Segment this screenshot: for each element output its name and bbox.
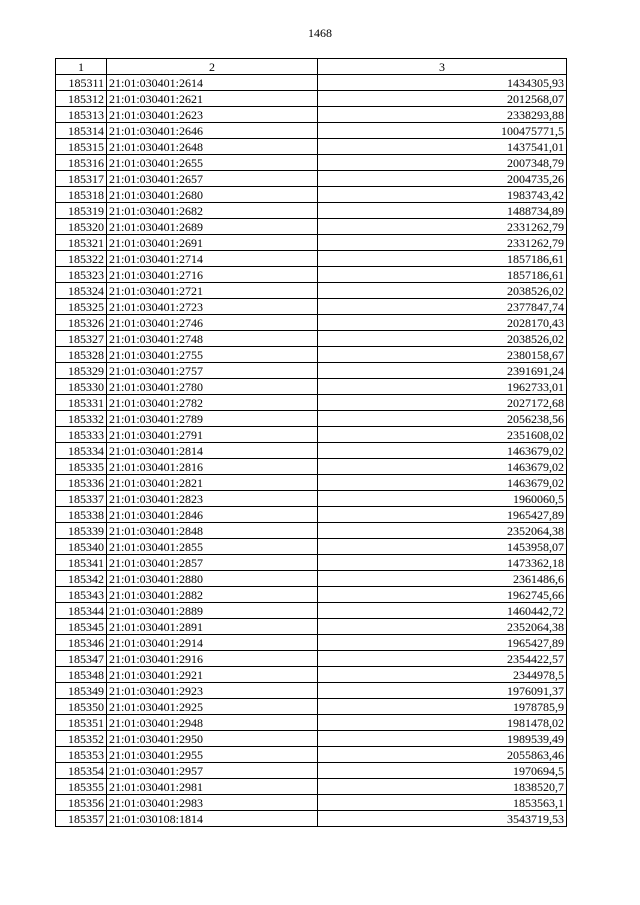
cadastral-value: 2380158,67	[318, 347, 567, 363]
row-number: 185348	[56, 667, 107, 683]
table-row	[56, 427, 567, 443]
cadastral-number: 21:01:030401:2923	[107, 683, 318, 699]
cadastral-number: 21:01:030401:2857	[107, 555, 318, 571]
row-number: 185344	[56, 603, 107, 619]
table-row	[56, 763, 567, 779]
cadastral-value: 1437541,01	[318, 139, 567, 155]
cadastral-number: 21:01:030401:2948	[107, 715, 318, 731]
cadastral-value: 2038526,02	[318, 331, 567, 347]
table-row	[56, 331, 567, 347]
cadastral-value: 1473362,18	[318, 555, 567, 571]
cadastral-value: 3543719,53	[318, 811, 567, 827]
cadastral-value: 1853563,1	[318, 795, 567, 811]
cadastral-number: 21:01:030401:2882	[107, 587, 318, 603]
cadastral-number: 21:01:030401:2655	[107, 155, 318, 171]
row-number: 185327	[56, 331, 107, 347]
row-number: 185346	[56, 635, 107, 651]
cadastral-number: 21:01:030401:2721	[107, 283, 318, 299]
cadastral-value: 2351608,02	[318, 427, 567, 443]
cadastral-number: 21:01:030401:2757	[107, 363, 318, 379]
cadastral-value: 2028170,43	[318, 315, 567, 331]
table-row	[56, 587, 567, 603]
table-body	[56, 75, 567, 827]
row-number: 185328	[56, 347, 107, 363]
column-header-1: 1	[56, 59, 107, 75]
row-number: 185335	[56, 459, 107, 475]
cadastral-value: 2354422,57	[318, 651, 567, 667]
cadastral-value: 2007348,79	[318, 155, 567, 171]
cadastral-value: 2352064,38	[318, 523, 567, 539]
table-row	[56, 699, 567, 715]
cadastral-number: 21:01:030401:2782	[107, 395, 318, 411]
row-number: 185326	[56, 315, 107, 331]
cadastral-number: 21:01:030401:2814	[107, 443, 318, 459]
column-header-3: 3	[318, 59, 567, 75]
table-row	[56, 603, 567, 619]
table-row	[56, 171, 567, 187]
row-number: 185356	[56, 795, 107, 811]
cadastral-number: 21:01:030401:2914	[107, 635, 318, 651]
page-number: 1468	[308, 26, 332, 40]
cadastral-value: 1962745,66	[318, 587, 567, 603]
cadastral-value: 1960060,5	[318, 491, 567, 507]
table-row	[56, 123, 567, 139]
row-number: 185312	[56, 91, 107, 107]
row-number: 185347	[56, 651, 107, 667]
cadastral-number: 21:01:030401:2689	[107, 219, 318, 235]
table-row	[56, 571, 567, 587]
cadastral-value: 2331262,79	[318, 219, 567, 235]
row-number: 185315	[56, 139, 107, 155]
table-row	[56, 283, 567, 299]
table-row	[56, 235, 567, 251]
row-number: 185313	[56, 107, 107, 123]
row-number: 185330	[56, 379, 107, 395]
table-row	[56, 491, 567, 507]
row-number: 185357	[56, 811, 107, 827]
cadastral-number: 21:01:030401:2646	[107, 123, 318, 139]
row-number: 185349	[56, 683, 107, 699]
row-number: 185354	[56, 763, 107, 779]
cadastral-value: 1434305,93	[318, 75, 567, 91]
row-number: 185322	[56, 251, 107, 267]
cadastral-number: 21:01:030401:2791	[107, 427, 318, 443]
cadastral-value: 1983743,42	[318, 187, 567, 203]
table-row	[56, 363, 567, 379]
cadastral-value: 1976091,37	[318, 683, 567, 699]
table-row	[56, 219, 567, 235]
cadastral-value: 1453958,07	[318, 539, 567, 555]
cadastral-number: 21:01:030401:2916	[107, 651, 318, 667]
cadastral-number: 21:01:030401:2680	[107, 187, 318, 203]
row-number: 185353	[56, 747, 107, 763]
row-number: 185334	[56, 443, 107, 459]
row-number: 185355	[56, 779, 107, 795]
table-row	[56, 315, 567, 331]
row-number: 185320	[56, 219, 107, 235]
row-number: 185323	[56, 267, 107, 283]
cadastral-number: 21:01:030401:2657	[107, 171, 318, 187]
cadastral-value: 2012568,07	[318, 91, 567, 107]
table-row	[56, 91, 567, 107]
cadastral-number: 21:01:030401:2691	[107, 235, 318, 251]
table-row	[56, 539, 567, 555]
table-row	[56, 267, 567, 283]
row-number: 185317	[56, 171, 107, 187]
table-row	[56, 443, 567, 459]
cadastral-number: 21:01:030401:2621	[107, 91, 318, 107]
cadastral-value: 1857186,61	[318, 251, 567, 267]
cadastral-number: 21:01:030401:2983	[107, 795, 318, 811]
table-row	[56, 251, 567, 267]
column-header-2: 2	[107, 59, 318, 75]
row-number: 185321	[56, 235, 107, 251]
cadastral-number: 21:01:030401:2880	[107, 571, 318, 587]
table-header	[56, 59, 567, 75]
cadastral-value: 1978785,9	[318, 699, 567, 715]
cadastral-number: 21:01:030401:2780	[107, 379, 318, 395]
cadastral-value: 1989539,49	[318, 731, 567, 747]
cadastral-value: 2331262,79	[318, 235, 567, 251]
cadastral-value-table	[55, 58, 567, 827]
table-row	[56, 459, 567, 475]
cadastral-value: 100475771,5	[318, 123, 567, 139]
cadastral-value: 2027172,68	[318, 395, 567, 411]
cadastral-value: 1962733,01	[318, 379, 567, 395]
row-number: 185314	[56, 123, 107, 139]
cadastral-value: 1965427,89	[318, 507, 567, 523]
row-number: 185351	[56, 715, 107, 731]
row-number: 185324	[56, 283, 107, 299]
table-row	[56, 107, 567, 123]
row-number: 185318	[56, 187, 107, 203]
cadastral-value: 2391691,24	[318, 363, 567, 379]
cadastral-number: 21:01:030401:2855	[107, 539, 318, 555]
cadastral-number: 21:01:030401:2955	[107, 747, 318, 763]
table-row	[56, 795, 567, 811]
cadastral-number: 21:01:030401:2846	[107, 507, 318, 523]
table-row	[56, 299, 567, 315]
cadastral-number: 21:01:030401:2716	[107, 267, 318, 283]
cadastral-number: 21:01:030108:1814	[107, 811, 318, 827]
cadastral-number: 21:01:030401:2648	[107, 139, 318, 155]
table-row	[56, 731, 567, 747]
row-number: 185345	[56, 619, 107, 635]
cadastral-number: 21:01:030401:2723	[107, 299, 318, 315]
cadastral-number: 21:01:030401:2821	[107, 475, 318, 491]
table-row	[56, 187, 567, 203]
row-number: 185339	[56, 523, 107, 539]
cadastral-value: 1857186,61	[318, 267, 567, 283]
cadastral-value: 1463679,02	[318, 459, 567, 475]
row-number: 185338	[56, 507, 107, 523]
table-row	[56, 523, 567, 539]
cadastral-number: 21:01:030401:2746	[107, 315, 318, 331]
row-number: 185343	[56, 587, 107, 603]
table-row	[56, 651, 567, 667]
table-row	[56, 747, 567, 763]
cadastral-number: 21:01:030401:2614	[107, 75, 318, 91]
table-row	[56, 139, 567, 155]
cadastral-value: 2004735,26	[318, 171, 567, 187]
table-row	[56, 75, 567, 91]
row-number: 185337	[56, 491, 107, 507]
cadastral-number: 21:01:030401:2921	[107, 667, 318, 683]
table-row	[56, 155, 567, 171]
cadastral-number: 21:01:030401:2682	[107, 203, 318, 219]
table-row	[56, 555, 567, 571]
row-number: 185340	[56, 539, 107, 555]
cadastral-value: 1463679,02	[318, 443, 567, 459]
header-row	[56, 59, 567, 75]
cadastral-value: 2338293,88	[318, 107, 567, 123]
row-number: 185331	[56, 395, 107, 411]
cadastral-number: 21:01:030401:2789	[107, 411, 318, 427]
table-row	[56, 811, 567, 827]
cadastral-number: 21:01:030401:2925	[107, 699, 318, 715]
row-number: 185352	[56, 731, 107, 747]
cadastral-value: 2352064,38	[318, 619, 567, 635]
cadastral-value: 2055863,46	[318, 747, 567, 763]
cadastral-number: 21:01:030401:2714	[107, 251, 318, 267]
cadastral-value: 1981478,02	[318, 715, 567, 731]
cadastral-number: 21:01:030401:2848	[107, 523, 318, 539]
table-row	[56, 475, 567, 491]
row-number: 185336	[56, 475, 107, 491]
cadastral-number: 21:01:030401:2623	[107, 107, 318, 123]
row-number: 185325	[56, 299, 107, 315]
table-row	[56, 635, 567, 651]
row-number: 185342	[56, 571, 107, 587]
table-row	[56, 667, 567, 683]
cadastral-value: 2377847,74	[318, 299, 567, 315]
table-row	[56, 347, 567, 363]
table-row	[56, 203, 567, 219]
cadastral-number: 21:01:030401:2889	[107, 603, 318, 619]
row-number: 185319	[56, 203, 107, 219]
row-number: 185332	[56, 411, 107, 427]
cadastral-value: 1965427,89	[318, 635, 567, 651]
cadastral-number: 21:01:030401:2950	[107, 731, 318, 747]
table-row	[56, 395, 567, 411]
cadastral-number: 21:01:030401:2755	[107, 347, 318, 363]
table-row	[56, 411, 567, 427]
cadastral-value: 2056238,56	[318, 411, 567, 427]
table-row	[56, 507, 567, 523]
row-number: 185333	[56, 427, 107, 443]
cadastral-value: 2361486,6	[318, 571, 567, 587]
table-row	[56, 715, 567, 731]
cadastral-number: 21:01:030401:2823	[107, 491, 318, 507]
cadastral-number: 21:01:030401:2891	[107, 619, 318, 635]
cadastral-number: 21:01:030401:2957	[107, 763, 318, 779]
cadastral-value: 1460442,72	[318, 603, 567, 619]
cadastral-number: 21:01:030401:2981	[107, 779, 318, 795]
cadastral-value: 1970694,5	[318, 763, 567, 779]
cadastral-value: 1838520,7	[318, 779, 567, 795]
cadastral-value: 2038526,02	[318, 283, 567, 299]
row-number: 185350	[56, 699, 107, 715]
table-row	[56, 683, 567, 699]
cadastral-value: 1488734,89	[318, 203, 567, 219]
cadastral-value: 1463679,02	[318, 475, 567, 491]
cadastral-number: 21:01:030401:2748	[107, 331, 318, 347]
row-number: 185341	[56, 555, 107, 571]
cadastral-number: 21:01:030401:2816	[107, 459, 318, 475]
row-number: 185316	[56, 155, 107, 171]
row-number: 185329	[56, 363, 107, 379]
row-number: 185311	[56, 75, 107, 91]
cadastral-value: 2344978,5	[318, 667, 567, 683]
table-row	[56, 779, 567, 795]
table-row	[56, 619, 567, 635]
table-row	[56, 379, 567, 395]
